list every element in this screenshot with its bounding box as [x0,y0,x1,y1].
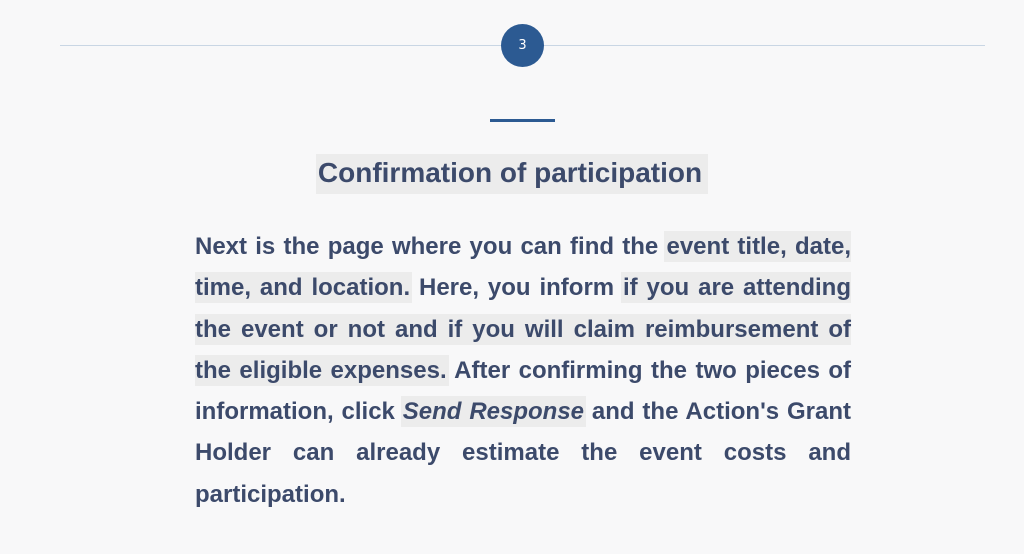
paragraph-text-4: and the Action's Grant Holder can already estimate the event costs and participation. [195,398,852,508]
paragraph-text-3: After confirming the two pieces of information, click [195,356,851,426]
section-title: Confirmation of participation [316,154,708,194]
paragraph-highlight-attendance: if you are attending the event or not and if you will claim reimbursement of the eligible expenses. [195,274,852,384]
send-response-reference: Send Response [402,398,585,426]
title-accent-bar [490,119,555,122]
step-number-badge: 3 [501,24,544,67]
paragraph-text-1: Next is the page where you can find the [195,233,667,260]
section-title-wrapper [0,154,1024,194]
section-paragraph [195,226,851,515]
paragraph-highlight-event-details: event title, date, time, and location. [195,233,851,302]
paragraph-text-2: Here, you inform [410,274,624,302]
